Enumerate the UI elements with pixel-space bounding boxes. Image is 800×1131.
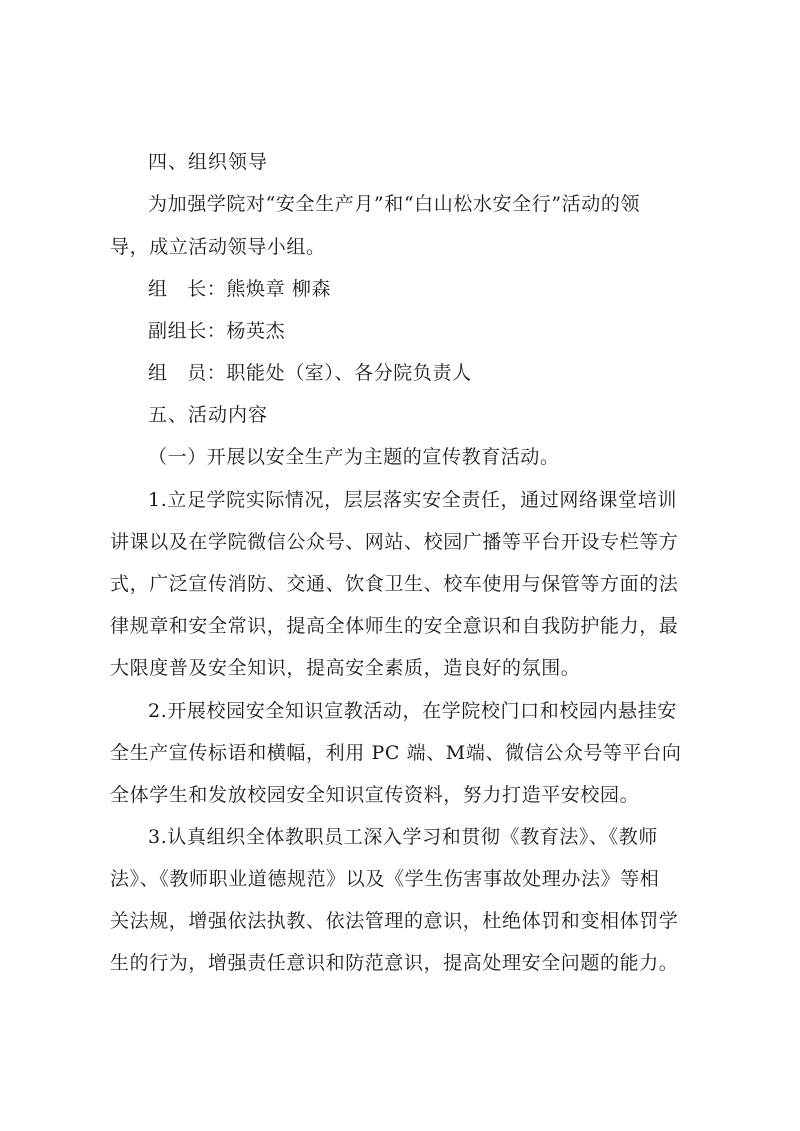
- paragraph-line: 法》、《教师职业道德规范》以及《学生伤害事故处理办法》等相: [110, 868, 660, 890]
- section-heading-activities: 五、活动内容: [148, 404, 269, 426]
- paragraph-line: 律规章和安全常识，提高全体师生的安全意识和自我防护能力，最: [110, 615, 679, 637]
- paragraph-line: 3.认真组织全体教职员工深入学习和贯彻《教育法》、《教师: [148, 826, 658, 848]
- subheading-line: （一）开展以安全生产为主题的宣传教育活动。: [148, 446, 560, 468]
- leader-line: 组 长：熊焕章 柳森: [148, 278, 332, 300]
- paragraph-line: 关法规，增强依法执教、依法管理的意识，杜绝体罚和变相体罚学: [110, 910, 679, 932]
- paragraph-line: 全生产宣传标语和横幅，利用 PC 端、M端、微信公众号等平台向: [110, 742, 682, 764]
- members-line: 组 员：职能处（室）、各分院负责人: [148, 362, 472, 384]
- paragraph-line: 大限度普及安全知识，提高安全素质，造良好的氛围。: [110, 657, 581, 679]
- paragraph-line: 全体学生和发放校园安全知识宣传资料，努力打造平安校园。: [110, 784, 640, 806]
- section-heading-organization: 四、组织领导: [148, 151, 269, 173]
- deputy-leader-line: 副组长：杨英杰: [148, 320, 286, 342]
- paragraph-line: 式，广泛宣传消防、交通、饮食卫生、校车使用与保管等方面的法: [110, 573, 679, 595]
- paragraph-line: 讲课以及在学院微信公众号、网站、校园广播等平台开设专栏等方: [110, 531, 679, 553]
- paragraph-line: 导，成立活动领导小组。: [110, 236, 326, 258]
- paragraph-line: 2.开展校园安全知识宣教活动，在学院校门口和校园内悬挂安: [148, 700, 677, 722]
- paragraph-line: 生的行为，增强责任意识和防范意识，提高处理安全问题的能力。: [110, 952, 679, 974]
- paragraph-line: 为加强学院对“安全生产月”和“白山松水安全行”活动的领: [148, 193, 641, 215]
- paragraph-line: 1.立足学院实际情况，层层落实安全责任，通过网络课堂培训: [148, 489, 677, 511]
